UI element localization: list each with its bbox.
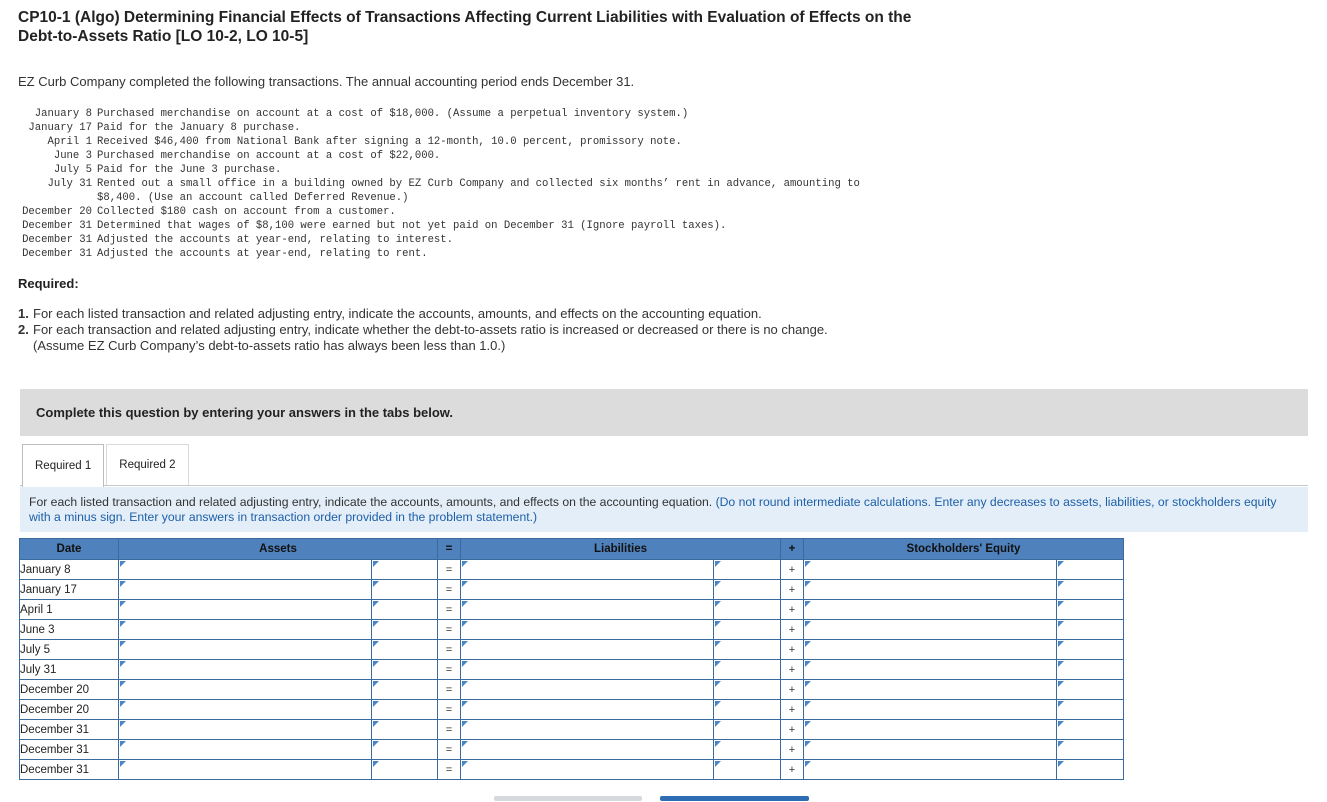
transaction-text: Purchased merchandise on account at a cost of $22,000. (97, 150, 441, 162)
assets-account-cell (119, 620, 372, 640)
row-date: December 31 (20, 740, 119, 760)
equity-account-cell (804, 580, 1057, 600)
header-assets: Assets (119, 539, 438, 560)
required-item (18, 306, 858, 322)
liabilities-amount-input[interactable] (714, 760, 780, 779)
liabilities-amount-cell (714, 620, 781, 640)
equity-amount-cell (1057, 560, 1124, 580)
transaction-text: Adjusted the accounts at year-end, relating to rent. (97, 248, 428, 260)
required-text: For each listed transaction and related adjusting entry, indicate the accounts, amounts, and effects on the accounting equation. (33, 306, 762, 321)
assets-account-input[interactable] (119, 580, 371, 599)
equity-account-input[interactable] (804, 660, 1056, 679)
assets-account-input[interactable] (119, 720, 371, 739)
plus-sign: + (781, 620, 804, 640)
equity-amount-input[interactable] (1057, 720, 1123, 739)
liabilities-amount-cell (714, 600, 781, 620)
transaction-row (16, 163, 867, 177)
transaction-date: January 17 (28, 122, 92, 134)
equals-sign: = (438, 640, 461, 660)
plus-sign: + (781, 560, 804, 580)
equity-account-cell (804, 720, 1057, 740)
liabilities-account-cell (461, 560, 714, 580)
required-number: 1. (18, 306, 29, 321)
transaction-text: Determined that wages of $8,100 were earned but not yet paid on December 31 (Ignore payroll taxes). (97, 220, 727, 232)
table-row (20, 660, 1124, 680)
transaction-row (16, 177, 867, 205)
equity-account-cell (804, 560, 1057, 580)
assets-account-input[interactable] (119, 680, 371, 699)
equals-sign: = (438, 580, 461, 600)
table-row (20, 760, 1124, 780)
liabilities-account-input[interactable] (461, 560, 713, 579)
tab-required-2[interactable]: Required 2 (106, 444, 188, 485)
liabilities-amount-cell (714, 640, 781, 660)
transaction-row (16, 135, 867, 149)
liabilities-account-input[interactable] (461, 640, 713, 659)
row-date: June 3 (20, 620, 119, 640)
liabilities-account-cell (461, 620, 714, 640)
equity-amount-cell (1057, 640, 1124, 660)
assets-amount-input[interactable] (372, 760, 437, 779)
equity-amount-input[interactable] (1057, 640, 1123, 659)
equity-amount-cell (1057, 700, 1124, 720)
equity-account-input[interactable] (804, 720, 1056, 739)
assets-amount-input[interactable] (372, 720, 437, 739)
liabilities-account-cell (461, 740, 714, 760)
equity-amount-cell (1057, 620, 1124, 640)
liabilities-account-input[interactable] (461, 600, 713, 619)
transaction-text: Purchased merchandise on account at a cost of $18,000. (Assume a perpetual inventory system.) (97, 108, 689, 120)
equity-amount-input[interactable] (1057, 680, 1123, 699)
assets-account-cell (119, 640, 372, 660)
assets-amount-input[interactable] (372, 660, 437, 679)
row-date: December 31 (20, 720, 119, 740)
row-date: July 5 (20, 640, 119, 660)
problem-intro: EZ Curb Company completed the following transactions. The annual accounting period ends December 31. (18, 74, 635, 89)
liabilities-account-cell (461, 660, 714, 680)
liabilities-amount-cell (714, 740, 781, 760)
equals-sign: = (438, 560, 461, 580)
transaction-date: January 8 (34, 108, 92, 120)
equity-account-input[interactable] (804, 620, 1056, 639)
equity-amount-cell (1057, 680, 1124, 700)
equity-amount-input[interactable] (1057, 700, 1123, 719)
equity-account-cell (804, 700, 1057, 720)
row-date: January 17 (20, 580, 119, 600)
assets-amount-cell (372, 600, 438, 620)
header-equity: Stockholders' Equity (804, 539, 1124, 560)
assets-account-cell (119, 660, 372, 680)
plus-sign: + (781, 580, 804, 600)
liabilities-account-input[interactable] (461, 760, 713, 779)
assets-amount-input[interactable] (372, 740, 437, 759)
assets-account-cell (119, 560, 372, 580)
assets-account-cell (119, 760, 372, 780)
accounting-equation-table (19, 538, 1124, 780)
plus-sign: + (781, 600, 804, 620)
liabilities-account-cell (461, 640, 714, 660)
liabilities-amount-cell (714, 680, 781, 700)
transaction-date: December 20 (22, 206, 92, 218)
assets-amount-input[interactable] (372, 560, 437, 579)
liabilities-amount-input[interactable] (714, 620, 780, 639)
plus-sign: + (781, 760, 804, 780)
transaction-row (16, 219, 867, 233)
transaction-row (16, 121, 867, 135)
transaction-text: Received $46,400 from National Bank after signing a 12-month, 10.0 percent, promissory note. (97, 136, 682, 148)
assets-amount-cell (372, 760, 438, 780)
transaction-row (16, 233, 867, 247)
required-text: For each transaction and related adjusting entry, indicate whether the debt-to-assets ratio is increased or decreased or there is no change. (Assume EZ Curb Company’s debt-to-assets ratio has always been less than 1.0.) (33, 322, 828, 353)
transaction-date: December 31 (22, 234, 92, 246)
assets-amount-cell (372, 640, 438, 660)
row-date: April 1 (20, 600, 119, 620)
row-date: December 20 (20, 680, 119, 700)
equity-amount-cell (1057, 740, 1124, 760)
equals-sign: = (438, 720, 461, 740)
instructions-hint: (Do not round intermediate calculations. Enter any decreases to assets, liabilities, or stockholders equity with a minus sign. Enter your answers in transaction order provided in the problem statement.) (29, 495, 1277, 524)
table-row (20, 720, 1124, 740)
liabilities-amount-input[interactable] (714, 660, 780, 679)
equity-account-input[interactable] (804, 740, 1056, 759)
liabilities-amount-cell (714, 560, 781, 580)
plus-sign: + (781, 740, 804, 760)
nav-progress-left[interactable] (494, 796, 642, 801)
transaction-row (16, 149, 867, 163)
liabilities-account-cell (461, 760, 714, 780)
tab-divider (20, 485, 1308, 486)
transaction-text: Paid for the January 8 purchase. (97, 122, 301, 134)
assets-amount-cell (372, 680, 438, 700)
assets-amount-input[interactable] (372, 600, 437, 619)
equals-sign: = (438, 660, 461, 680)
liabilities-account-cell (461, 700, 714, 720)
equity-account-cell (804, 660, 1057, 680)
table-header-row (20, 539, 1124, 560)
equity-amount-cell (1057, 580, 1124, 600)
row-date: December 20 (20, 700, 119, 720)
assets-amount-input[interactable] (372, 700, 437, 719)
header-liabilities: Liabilities (461, 539, 781, 560)
transaction-date: December 31 (22, 220, 92, 232)
equity-account-cell (804, 740, 1057, 760)
assets-amount-cell (372, 720, 438, 740)
transaction-text: Rented out a small office in a building owned by EZ Curb Company and collected six months’ rent in advance, amounting to $8,400. (Use an account called Deferred Revenue.) (97, 178, 867, 204)
assets-account-input[interactable] (119, 660, 371, 679)
assets-amount-cell (372, 660, 438, 680)
equity-amount-input[interactable] (1057, 600, 1123, 619)
liabilities-account-cell (461, 680, 714, 700)
transaction-row (16, 247, 867, 261)
liabilities-account-input[interactable] (461, 700, 713, 719)
plus-sign: + (781, 720, 804, 740)
assets-account-input[interactable] (119, 700, 371, 719)
assets-account-input[interactable] (119, 640, 371, 659)
liabilities-amount-cell (714, 700, 781, 720)
assets-amount-cell (372, 580, 438, 600)
transaction-row (16, 205, 867, 219)
assets-account-cell (119, 700, 372, 720)
header-plus: + (781, 539, 804, 560)
equity-amount-cell (1057, 760, 1124, 780)
liabilities-account-input[interactable] (461, 660, 713, 679)
required-list (18, 306, 858, 354)
equity-account-input[interactable] (804, 700, 1056, 719)
assets-account-input[interactable] (119, 740, 371, 759)
equity-account-input[interactable] (804, 640, 1056, 659)
equals-sign: = (438, 680, 461, 700)
transaction-date: July 31 (47, 178, 92, 190)
plus-sign: + (781, 640, 804, 660)
tab-required-1[interactable]: Required 1 (22, 444, 104, 487)
table-row (20, 620, 1124, 640)
required-number: 2. (18, 322, 29, 337)
assets-account-cell (119, 720, 372, 740)
liabilities-account-input[interactable] (461, 580, 713, 599)
required-heading: Required: (18, 276, 79, 291)
plus-sign: + (781, 700, 804, 720)
equals-sign: = (438, 760, 461, 780)
liabilities-amount-cell (714, 760, 781, 780)
liabilities-amount-input[interactable] (714, 680, 780, 699)
equity-account-input[interactable] (804, 580, 1056, 599)
liabilities-account-input[interactable] (461, 620, 713, 639)
transaction-date: June 3 (53, 150, 92, 162)
equity-amount-cell (1057, 600, 1124, 620)
equity-account-input[interactable] (804, 760, 1056, 779)
equity-account-input[interactable] (804, 560, 1056, 579)
liabilities-amount-input[interactable] (714, 700, 780, 719)
assets-amount-input[interactable] (372, 580, 437, 599)
assets-account-cell (119, 580, 372, 600)
liabilities-account-input[interactable] (461, 740, 713, 759)
header-date: Date (20, 539, 119, 560)
assets-account-input[interactable] (119, 600, 371, 619)
equals-sign: = (438, 620, 461, 640)
header-equals: = (438, 539, 461, 560)
equity-account-cell (804, 620, 1057, 640)
equity-amount-input[interactable] (1057, 620, 1123, 639)
assets-account-cell (119, 740, 372, 760)
plus-sign: + (781, 660, 804, 680)
assets-account-cell (119, 680, 372, 700)
assets-amount-cell (372, 700, 438, 720)
row-date: July 31 (20, 660, 119, 680)
equity-account-cell (804, 600, 1057, 620)
liabilities-amount-input[interactable] (714, 740, 780, 759)
liabilities-amount-input[interactable] (714, 580, 780, 599)
transaction-list (16, 107, 867, 261)
liabilities-account-input[interactable] (461, 720, 713, 739)
equals-sign: = (438, 740, 461, 760)
assets-amount-cell (372, 620, 438, 640)
table-row (20, 740, 1124, 760)
equity-amount-input[interactable] (1057, 560, 1123, 579)
equals-sign: = (438, 700, 461, 720)
required-item (18, 322, 858, 354)
assets-amount-input[interactable] (372, 680, 437, 699)
instructions-banner: Complete this question by entering your answers in the tabs below. (20, 389, 1308, 436)
liabilities-amount-input[interactable] (714, 560, 780, 579)
transaction-row (16, 107, 867, 121)
liabilities-amount-cell (714, 660, 781, 680)
assets-account-input[interactable] (119, 560, 371, 579)
plus-sign: + (781, 680, 804, 700)
nav-progress-right[interactable] (660, 796, 809, 801)
equals-sign: = (438, 600, 461, 620)
assets-amount-input[interactable] (372, 640, 437, 659)
problem-title: CP10-1 (Algo) Determining Financial Effects of Transactions Affecting Current Liabilities with Evaluation of Effects on the Debt-to-Assets Ratio [LO 10-2, LO 10-5] (18, 9, 912, 45)
equity-account-cell (804, 640, 1057, 660)
table-row (20, 600, 1124, 620)
transaction-date: December 31 (22, 248, 92, 260)
transaction-text: Paid for the June 3 purchase. (97, 164, 282, 176)
equity-amount-input[interactable] (1057, 740, 1123, 759)
transaction-text: Adjusted the accounts at year-end, relating to interest. (97, 234, 454, 246)
table-row (20, 560, 1124, 580)
row-date: January 8 (20, 560, 119, 580)
equity-account-cell (804, 680, 1057, 700)
assets-amount-input[interactable] (372, 620, 437, 639)
liabilities-amount-input[interactable] (714, 720, 780, 739)
tab-bar (22, 444, 191, 486)
liabilities-account-cell (461, 720, 714, 740)
instructions-main: For each listed transaction and related adjusting entry, indicate the accounts, amounts, and effects on the accounting equation. (29, 495, 713, 509)
liabilities-amount-input[interactable] (714, 640, 780, 659)
equity-account-cell (804, 760, 1057, 780)
assets-account-input[interactable] (119, 760, 371, 779)
equity-amount-cell (1057, 720, 1124, 740)
liabilities-account-cell (461, 580, 714, 600)
assets-account-input[interactable] (119, 620, 371, 639)
row-date: December 31 (20, 760, 119, 780)
table-row (20, 680, 1124, 700)
assets-amount-cell (372, 560, 438, 580)
assets-account-cell (119, 600, 372, 620)
liabilities-amount-cell (714, 580, 781, 600)
equity-amount-input[interactable] (1057, 760, 1123, 779)
liabilities-amount-cell (714, 720, 781, 740)
equity-amount-cell (1057, 660, 1124, 680)
equity-account-input[interactable] (804, 680, 1056, 699)
equity-amount-input[interactable] (1057, 660, 1123, 679)
transaction-text: Collected $180 cash on account from a customer. (97, 206, 396, 218)
table-row (20, 700, 1124, 720)
transaction-date: April 1 (47, 136, 92, 148)
liabilities-amount-input[interactable] (714, 600, 780, 619)
equity-amount-input[interactable] (1057, 580, 1123, 599)
table-row (20, 580, 1124, 600)
tab-instructions (20, 487, 1308, 532)
transaction-date: July 5 (53, 164, 92, 176)
assets-amount-cell (372, 740, 438, 760)
equity-account-input[interactable] (804, 600, 1056, 619)
liabilities-account-input[interactable] (461, 680, 713, 699)
table-row (20, 640, 1124, 660)
liabilities-account-cell (461, 600, 714, 620)
